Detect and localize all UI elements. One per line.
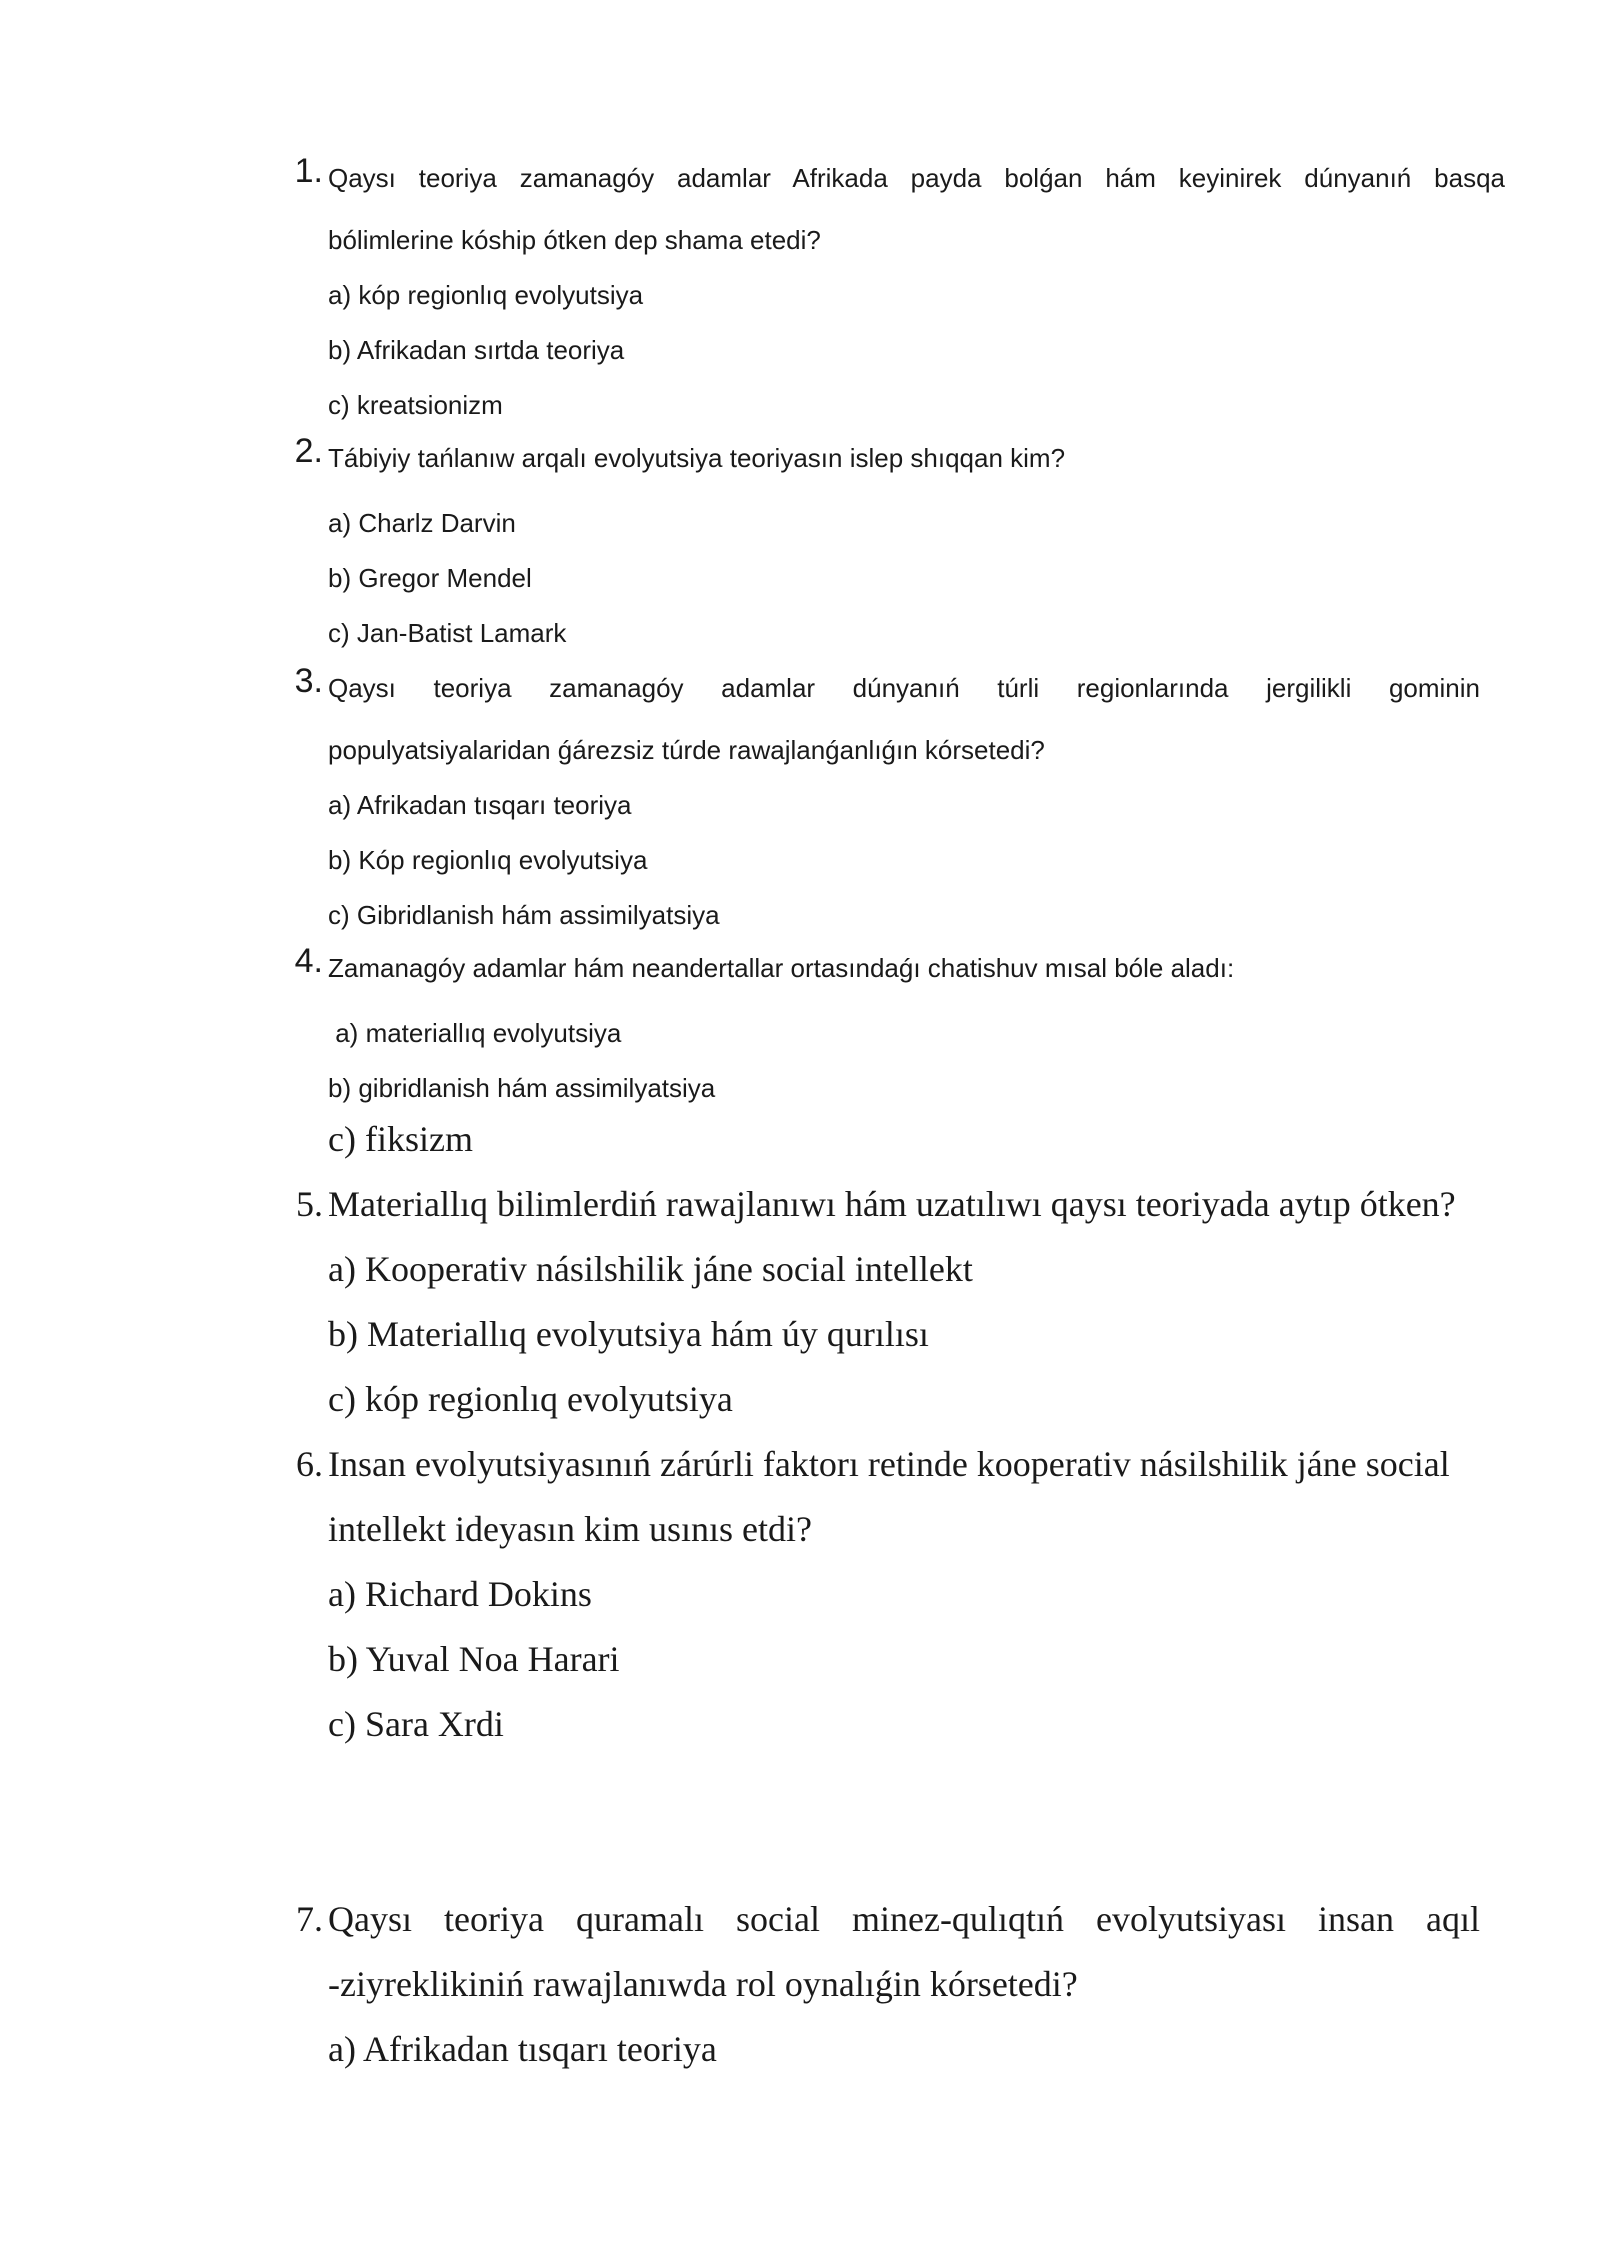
question-number: 3. bbox=[294, 662, 323, 700]
answer-option: c) Sara Xrdi bbox=[328, 1704, 504, 1744]
question-4 bbox=[275, 942, 1505, 1116]
question-text-line: populyatsiyalaridan ǵárezsiz túrde rawajlanǵanlıǵın kórsetedi? bbox=[328, 735, 1045, 765]
answer-option: b) Materiallıq evolyutsiya hám úy qurılısı bbox=[328, 1314, 929, 1354]
question-number: 6. bbox=[296, 1444, 323, 1484]
answer-option: c) Gibridlanish hám assimilyatsiya bbox=[328, 900, 720, 930]
answer-option: c) fiksizm bbox=[328, 1119, 473, 1159]
answer-option: b) Gregor Mendel bbox=[328, 563, 532, 593]
question-number: 7. bbox=[296, 1899, 323, 1939]
question-text-line: Qaysı teoriya quramalı social minez-qulıqtıń evolyutsiyası insan aqıl bbox=[328, 1899, 1480, 1939]
question-text-line: Qaysı teoriya zamanagóy adamlar Afrikada payda bolǵan hám keyinirek dúnyanıń basqa bbox=[328, 163, 1505, 193]
answer-option: a) Afrikadan tısqarı teoriya bbox=[328, 790, 632, 820]
question-2 bbox=[275, 432, 1505, 661]
question-text-line: Zamanagóy adamlar hám neandertallar ortasındaǵı chatishuv mısal bóle aladı: bbox=[328, 953, 1235, 983]
answer-option: b) Kóp regionlıq evolyutsiya bbox=[328, 845, 648, 875]
answer-option: a) Richard Dokins bbox=[328, 1574, 592, 1614]
answer-option: a) kóp regionlıq evolyutsiya bbox=[328, 280, 644, 310]
question-3 bbox=[275, 662, 1505, 943]
question-text-line: bólimlerine kóship ótken dep shama etedi? bbox=[328, 225, 821, 255]
question-number: 5. bbox=[296, 1184, 323, 1224]
question-text-line: -ziyreklikiniń rawajlanıwda rol oynalıǵin kórsetedi? bbox=[328, 1964, 1078, 2004]
question-4-continued bbox=[275, 1107, 1505, 1172]
question-7 bbox=[275, 1887, 1505, 2082]
question-text-line: Materiallıq bilimlerdiń rawajlanıwı hám uzatılıwı qaysı teoriyada aytıp ótken? bbox=[328, 1184, 1456, 1224]
answer-option: c) kreatsionizm bbox=[328, 390, 503, 420]
question-number: 4. bbox=[294, 942, 323, 980]
question-number: 2. bbox=[294, 432, 323, 470]
question-number: 1. bbox=[294, 152, 323, 190]
answer-option: c) Jan-Batist Lamark bbox=[328, 618, 567, 648]
question-text-line: Qaysı teoriya zamanagóy adamlar dúnyanıń túrli regionlarında jergilikli gominin bbox=[328, 673, 1480, 703]
answer-option: b) Afrikadan sırtda teoriya bbox=[328, 335, 625, 365]
question-5 bbox=[275, 1172, 1505, 1432]
answer-option: a) Afrikadan tısqarı teoriya bbox=[328, 2029, 717, 2069]
question-text-line: Insan evolyutsiyasınıń zárúrli faktorı retinde kooperativ násilshilik jáne social bbox=[328, 1444, 1450, 1484]
answer-option: b) gibridlanish hám assimilyatsiya bbox=[328, 1073, 716, 1103]
question-1 bbox=[275, 152, 1505, 433]
answer-option: b) Yuval Noa Harari bbox=[328, 1639, 620, 1679]
question-6 bbox=[275, 1432, 1505, 1757]
answer-option: a) materiallıq evolyutsiya bbox=[328, 1018, 622, 1048]
answer-option: a) Kooperativ násilshilik jáne social intellekt bbox=[328, 1249, 973, 1289]
answer-option: c) kóp regionlıq evolyutsiya bbox=[328, 1379, 733, 1419]
answer-option: a) Charlz Darvin bbox=[328, 508, 516, 538]
question-text-line: Tábiyiy tańlanıw arqalı evolyutsiya teoriyasın islep shıqqan kim? bbox=[328, 443, 1066, 473]
question-text-line: intellekt ideyasın kim usınıs etdi? bbox=[328, 1509, 812, 1549]
